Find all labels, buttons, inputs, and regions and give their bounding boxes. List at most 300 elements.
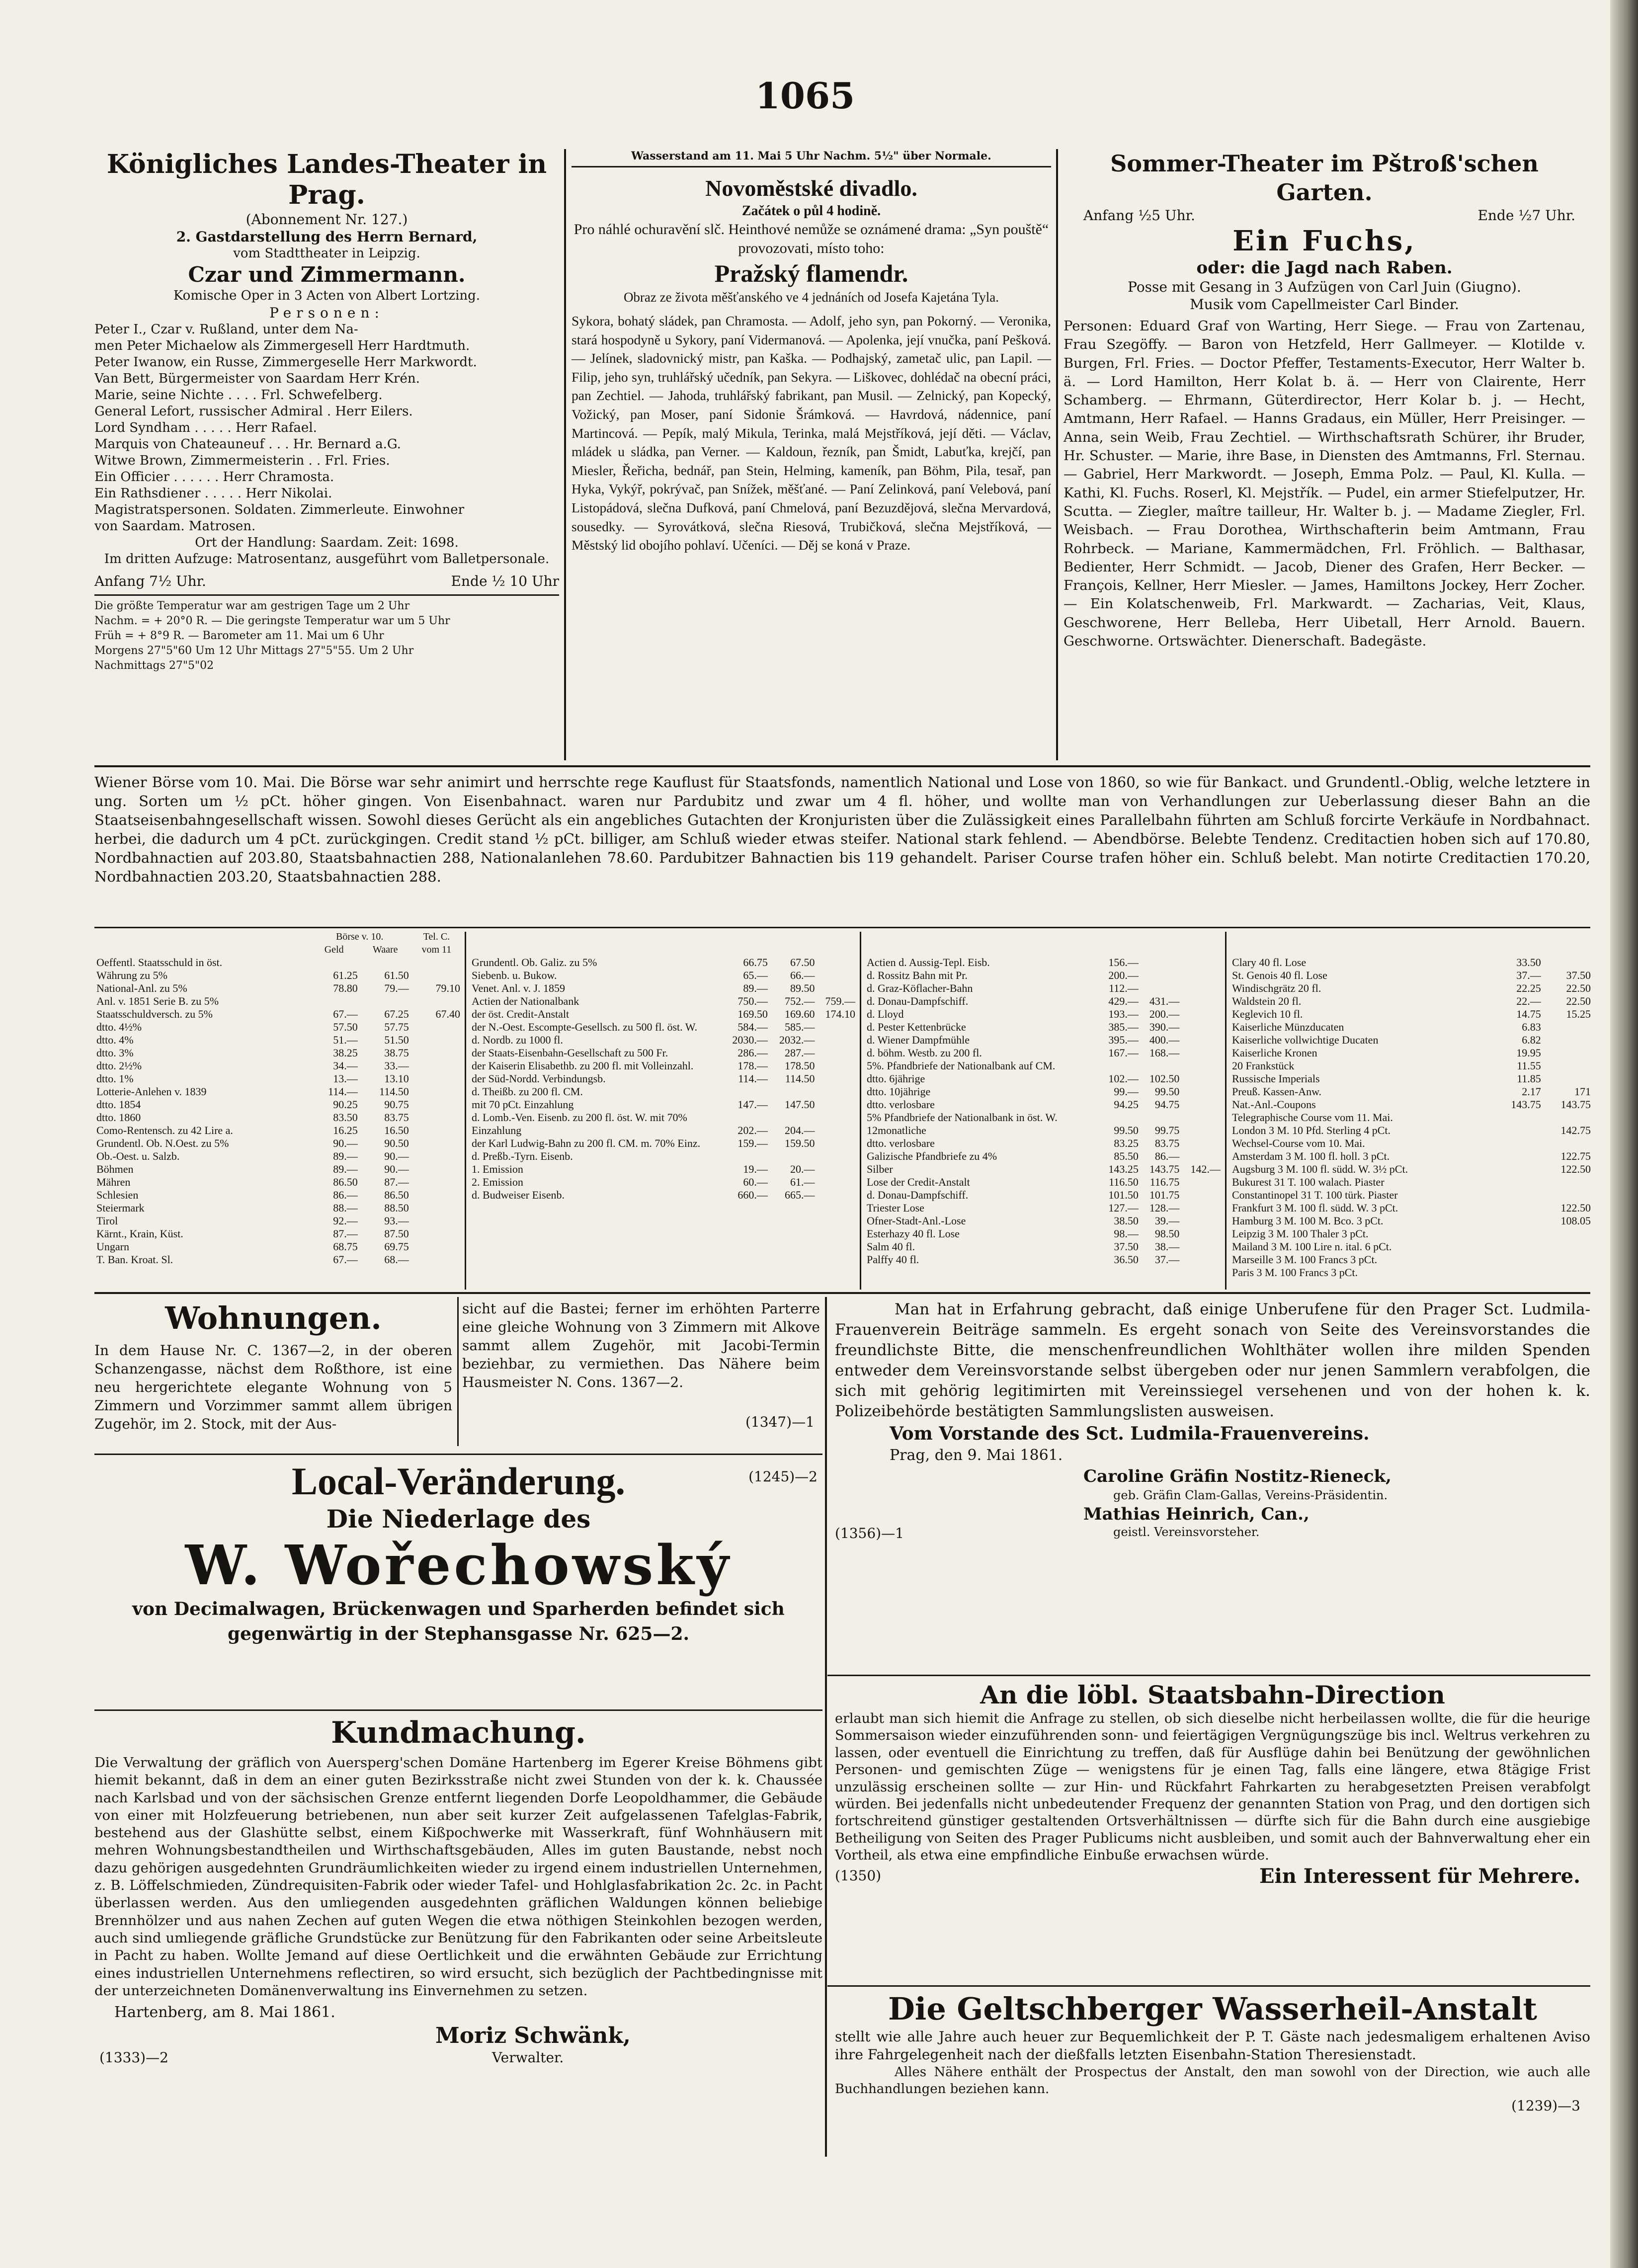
row-value: 67.50 (790, 956, 815, 969)
row-value: 98.50 (1154, 1227, 1180, 1240)
row-value: 15.25 (1566, 1008, 1591, 1020)
weather-line: Nachm. = + 20°0 R. — Die geringste Temperatur war um 5 Uhr (94, 615, 450, 627)
row-value (411, 1085, 462, 1098)
column-divider (564, 149, 566, 760)
row-value (1543, 1021, 1593, 1034)
section-divider (827, 1985, 1590, 1987)
staatsbahn-signer: Ein Interessent für Mehrere. (1259, 1864, 1580, 1888)
row-value: 83.75 (1154, 1137, 1180, 1149)
row-value: 169.50 (737, 1008, 768, 1020)
table-row (865, 1034, 1223, 1047)
play-subtitle: Obraz ze života měšťanského ve 4 jednáních od Josefa Kajetána Tyla. (623, 290, 999, 305)
row-value: 143.75 (1149, 1163, 1180, 1175)
row-value: 86.50 (333, 1176, 358, 1188)
geltschberg-ref: (1239)—3 (1511, 2098, 1580, 2114)
row-label: Ob.-Oest. u. Salzb. (96, 1150, 180, 1162)
row-value: 22.50 (1566, 995, 1591, 1007)
row-value: 90.75 (384, 1098, 409, 1111)
kundmachung-ad (94, 1714, 822, 2069)
row-value (723, 1085, 770, 1098)
row-value (411, 995, 462, 1008)
row-value: 750.— (737, 995, 768, 1007)
row-value (411, 1202, 462, 1215)
column-divider (825, 1297, 827, 2157)
end-time: Ende ½7 Uhr. (1477, 207, 1575, 224)
table-row (470, 1034, 857, 1047)
row-value: 69.75 (384, 1240, 409, 1253)
geltschberg-text-2: Alles Nähere enthält der Prospectus der Anstalt, den man sowohl von der Direction, wie auch alle Buchhandlungen beziehen kann. (835, 2065, 1590, 2097)
water-level: Wasserstand am 11. Mai 5 Uhr Nachm. 5½" über Normale. (631, 150, 991, 162)
row-value (1493, 1189, 1543, 1202)
row-value: 147.— (737, 1098, 768, 1111)
row-value: 122.50 (1560, 1163, 1591, 1175)
table-row (470, 1008, 857, 1021)
table-row (470, 1072, 857, 1085)
row-value (817, 1163, 857, 1176)
row-value (723, 1111, 770, 1124)
table-header: Börse v. 10. (336, 931, 384, 942)
cast-line: Van Bett, Bürgermeister von Saardam Herr Krén. (94, 371, 420, 386)
table-row (1230, 995, 1593, 1008)
signature-1: Caroline Gräfin Nostitz-Rieneck, (1083, 1466, 1392, 1486)
row-value (1181, 995, 1223, 1008)
row-value (360, 995, 411, 1008)
company-name: W. Wořechowský (185, 1533, 732, 1597)
table-row (865, 1072, 1223, 1085)
table-row (470, 1047, 857, 1059)
stock-table-2 (470, 930, 857, 1202)
row-value: 85.50 (1114, 1150, 1139, 1162)
row-label: Keglevich 10 fl. (1232, 1008, 1303, 1020)
row-label: Grundentl. Ob. N.Oest. zu 5% (96, 1137, 229, 1149)
table-row (94, 995, 462, 1008)
row-value: 156.— (1108, 956, 1139, 969)
row-label: Kaiserliche Münzducaten (1232, 1021, 1344, 1033)
row-value: 178.— (737, 1059, 768, 1072)
row-label: d. Wiener Dampfmühle (867, 1034, 970, 1046)
cast-line: General Lefort, russischer Admiral . Herr Eilers. (94, 404, 413, 419)
row-label: der öst. Credit-Anstalt (472, 1008, 570, 1020)
row-value (1543, 1189, 1593, 1202)
table-header: vom 11 (421, 944, 452, 955)
table-row (94, 1124, 462, 1137)
row-value (1543, 1111, 1593, 1124)
start-time: Anfang 7½ Uhr. (94, 573, 206, 589)
row-label: Como-Rentensch. zu 42 Lire a. (96, 1124, 233, 1136)
row-label: National-Anl. zu 5% (96, 982, 187, 994)
row-value: 51.— (333, 1034, 358, 1046)
row-label: London 3 M. 10 Pfd. Sterling 4 pCt. (1232, 1124, 1391, 1136)
row-label: Clary 40 fl. Lose (1232, 956, 1307, 969)
row-value (1181, 1098, 1223, 1111)
row-value: 94.25 (1114, 1098, 1139, 1111)
row-value: 38.50 (1114, 1215, 1139, 1227)
table-row (1230, 1227, 1593, 1240)
ludmila-date: Prag, den 9. Mai 1861. (890, 1447, 1063, 1464)
row-value: 114.50 (785, 1072, 815, 1085)
row-value (723, 1150, 770, 1163)
row-label: Lotterie-Anlehen v. 1839 (96, 1085, 207, 1098)
row-value: 67.40 (435, 1008, 460, 1020)
row-value: 37.— (1154, 1253, 1180, 1266)
stock-table-1 (94, 930, 462, 1266)
table-row (1230, 1021, 1593, 1034)
play-title: Pražský flamendr. (714, 259, 908, 287)
row-value: 92.— (333, 1215, 358, 1227)
music-credit: Musik vom Capellmeister Carl Binder. (1190, 296, 1459, 313)
row-value: 68.— (384, 1253, 409, 1266)
row-label: 1. Emission (472, 1163, 523, 1175)
row-value (1493, 1240, 1543, 1253)
column-divider (1225, 932, 1227, 1290)
row-value: 142.— (1190, 1163, 1221, 1175)
row-value: 13.— (333, 1072, 358, 1085)
signature-2: Mathias Heinrich, Can., (1083, 1504, 1310, 1524)
row-label: Constantinopel 31 T. 100 türk. Piaster (1232, 1189, 1398, 1201)
section-divider (94, 1709, 822, 1711)
row-value (1543, 1176, 1593, 1189)
table-row (1230, 1034, 1593, 1047)
table-row (94, 956, 462, 969)
row-value (1493, 1215, 1543, 1227)
start-end (1064, 207, 1585, 225)
row-label: d. Pester Kettenbrücke (867, 1021, 966, 1033)
row-value: 128.— (1149, 1202, 1180, 1214)
row-value (817, 1098, 857, 1111)
row-label: Telegraphische Course vom 11. Mai. (1232, 1111, 1393, 1124)
row-value: 143.75 (1511, 1098, 1541, 1111)
table-row (1230, 1111, 1593, 1124)
row-label: Staatsschuldversch. zu 5% (96, 1008, 213, 1020)
table-row (1230, 1098, 1593, 1111)
row-value (309, 995, 360, 1008)
table-row (94, 1034, 462, 1047)
row-value: 99.50 (1154, 1085, 1180, 1098)
row-value: 168.— (1149, 1047, 1180, 1059)
table-row (865, 969, 1223, 982)
wohnungen-text-1: In dem Hause Nr. C. 1367—2, in der oberen Schanzengasse, nächst dem Roßthore, ist eine neu hergerichtete elegante Wohnung von 5 Zimmern und Vorzimmer sammt allem übrigen Zugehör, im 2. Stock, mit der Aus- (94, 1342, 452, 1432)
page-number: 1065 (755, 75, 855, 117)
row-value (1181, 1034, 1223, 1047)
table-row (94, 1098, 462, 1111)
table-row (1230, 1163, 1593, 1176)
table-row (865, 1176, 1223, 1189)
row-label: Mähren (96, 1176, 131, 1188)
row-value: 143.25 (1108, 1163, 1139, 1175)
row-value (1181, 1189, 1223, 1202)
row-value (411, 1176, 462, 1189)
table-row (470, 969, 857, 982)
row-value: 61.— (790, 1176, 815, 1188)
table-row (94, 1240, 462, 1253)
row-value (1181, 1085, 1223, 1098)
row-value: 19.— (743, 1163, 768, 1175)
row-label: Amsterdam 3 M. 100 fl. holl. 3 pCt. (1232, 1150, 1390, 1162)
row-label: Lose der Credit-Anstalt (867, 1176, 970, 1188)
cast-text: Personen: Eduard Graf von Warting, Herr Siege. — Frau von Zartenau, Frau Szegöffy. — Baron von Hetzfeld, Herr Gallmeyer. — Klotilde v. Burgen, Frl. Fries. — Doctor Pfeffer, Testaments-Executor, Herr Walter b. ä. — Lord Hamilton, Herr Kolat b. ä. — Herr von Clairente, Herr Schamberg. — Ehrmann, Güterdirector, Herr Kolar b. j. — Hecht, Amtmann, Herr Rafael. — Hanns Gradaus, ein Müller, Herr Preisinger. — Anna, sein Weib, Frau Zechtiel. — Wirthschaftsrath Schürer, ihr Bruder, Hr. Schuster. — Marie, ihre Base, in Diensten des Amtmanns, Frl. Sternau. — Gabriel, Herr Markwordt. — Joseph, Emma Polz. — Paul, Kl. Kulla. — Kathi, Kl. Fuchs. Roserl, Kl. Mejstřík. — Pudel, ein armer Stiefelputzer, Hr. Scutta. — Ziegler, maître tailleur, Hr. Walter b. j. — Madame Ziegler, Frl. Weisbach. — Frau Dorothea, Wirthschafterin beim Amtmann, Frau Rohrbeck. — Mariane, Kammermädchen, Frl. Fröhlich. — Balthasar, Bedienter, Herr Schmidt. — Jacob, Diener des Grafen, Herr Becker. — François, Kellner, Herr Miesler. — James, Hamiltons Jockey, Herr Zocher. — Ein Kolatschenweib, Frl. Markwardt. — Zacharias, Veit, Klaus, Geschworene, Herr Belleba, Herr Uibetall, Herr Arnold. Bauern. Geschworne. Ortswächter. Dienerschaft. Badegäste. (1064, 318, 1585, 649)
row-value (770, 1150, 817, 1163)
row-label: Augsburg 3 M. 100 fl. südd. W. 3½ pCt. (1232, 1163, 1408, 1175)
table-row (865, 982, 1223, 995)
row-value: 67.— (333, 1253, 358, 1266)
row-label: Bukurest 31 T. 100 walach. Piaster (1232, 1176, 1385, 1188)
table-row (1230, 1150, 1593, 1163)
row-value (1493, 1124, 1543, 1137)
table-row (1230, 1266, 1593, 1279)
row-value (817, 1137, 857, 1150)
row-value (411, 1150, 462, 1163)
row-value: 13.10 (384, 1072, 409, 1085)
row-value (411, 1072, 462, 1085)
row-value: 116.75 (1149, 1176, 1180, 1188)
row-label: dtto. 2½% (96, 1059, 142, 1072)
local-line2: von Decimalwagen, Brückenwagen und Sparherden befindet sich gegenwärtig in der Stephansgasse Nr. 625—2. (132, 1599, 785, 1644)
table-row (1230, 1072, 1593, 1085)
row-value (1181, 1008, 1223, 1021)
table-row (470, 1176, 857, 1189)
wohnungen-ref: (1347)—1 (745, 1414, 815, 1430)
row-value (1181, 1059, 1223, 1072)
wohnungen-title: Wohnungen. (165, 1300, 382, 1336)
ludmila-ref: (1356)—1 (835, 1525, 904, 1541)
row-label: Ungarn (96, 1240, 129, 1253)
weather-line: Die größte Temperatur war am gestrigen Tage um 2 Uhr (94, 600, 410, 612)
table-row (470, 1124, 857, 1137)
row-label: Siebenb. u. Bukow. (472, 969, 557, 981)
row-value: 83.50 (333, 1111, 358, 1124)
row-value: 204.— (784, 1124, 815, 1136)
stock-table-3 (865, 930, 1223, 1266)
row-value: 390.— (1149, 1021, 1180, 1033)
table-row (865, 1047, 1223, 1059)
row-label: dtto. 3% (96, 1047, 134, 1059)
row-value: 93.— (384, 1215, 409, 1227)
table-header: Geld (324, 944, 344, 955)
play-genre: Komische Oper in 3 Acten von Albert Lortzing. (173, 288, 481, 303)
row-value (817, 1034, 857, 1047)
table-header (94, 930, 309, 943)
row-value: 102.— (1108, 1072, 1139, 1085)
row-value: 584.— (737, 1021, 768, 1033)
row-label: Actien d. Aussig-Tepl. Eisb. (867, 956, 990, 969)
row-value: 60.— (743, 1176, 768, 1188)
row-value (360, 956, 411, 969)
row-value (1493, 1150, 1543, 1163)
row-value: 66.— (790, 969, 815, 981)
table-row (94, 1227, 462, 1240)
row-value: 159.— (737, 1137, 768, 1149)
row-label: St. Genois 40 fl. Lose (1232, 969, 1327, 981)
row-value (1181, 1124, 1223, 1137)
row-value: 38.— (1154, 1240, 1180, 1253)
kundmachung-title: Kundmachung. (331, 1715, 586, 1750)
table-spacer (470, 930, 857, 956)
local-title: Local-Veränderung. (292, 1459, 625, 1503)
row-value: 88.50 (384, 1202, 409, 1214)
row-value: 202.— (737, 1124, 768, 1136)
weather-line: Morgens 27"5"60 Um 12 Uhr Mittags 27"5"55. Um 2 Uhr (94, 645, 414, 657)
row-label: mit 70 pCt. Einzahlung (472, 1098, 574, 1111)
row-value (1493, 1266, 1543, 1279)
row-label: Grundentl. Ob. Galiz. zu 5% (472, 956, 597, 969)
row-label: Galizische Pfandbriefe zu 4% (867, 1150, 997, 1162)
row-label: dtto. 1860 (96, 1111, 141, 1124)
row-value: 200.— (1108, 969, 1139, 981)
row-value (411, 1163, 462, 1176)
cast-line: Lord Syndham . . . . . Herr Rafael. (94, 420, 317, 435)
row-value: 87.— (384, 1176, 409, 1188)
left-theater-column (94, 149, 559, 673)
row-label: d. Donau-Dampfschiff. (867, 1189, 969, 1201)
table-row (1230, 1189, 1593, 1202)
row-label: d. Nordb. zu 1000 fl. (472, 1034, 563, 1046)
row-value: 200.— (1149, 1008, 1180, 1020)
table-row (865, 1111, 1223, 1124)
table-row (1230, 1124, 1593, 1137)
middle-theater-column (572, 149, 1051, 555)
staatsbahn-text: erlaubt man sich hiemit die Anfrage zu stellen, ob sich dieselbe nicht herbeilassen wollte, die für die heurige Sommersaison wieder einzuführenden sonn- und feiertägigen Vergnügungszüge bis incl. Weltrus verkehren zu lassen, oder eventuell die Einrichtung zu treffen, daß für Ausflüge dahin bei Benützung der gewöhnlichen Personen- und gemischten Züge — wenigstens für je einen Tag, falls eine längere, etwa 8tägige Frist unzulässig erscheinen sollte — zur Hin- und Rückfahrt Fahrkarten zu herabgesetzten Preisen verabfolgt würden. Bei jedenfalls nicht unbedeutender Frequenz der genannten Station von Prag, und den dortigen sich fortschreitend günstiger gestaltenden Ortsverhältnissen — dürfte sich für die Bahn durch eine ausgiebige Betheiligung von Seiten des Prager Publicums nicht ausbleiben, und somit auch der Bahnverwaltung eher ein Vortheil, als etwa eine empfindliche Einbuße erwachsen würde. (835, 1711, 1590, 1863)
row-label: Oeffentl. Staatsschuld in öst. (96, 956, 223, 969)
row-value (309, 956, 360, 969)
row-value: 429.— (1108, 995, 1139, 1007)
row-label: Preuß. Kassen-Anw. (1232, 1085, 1322, 1098)
row-value (817, 1111, 857, 1124)
row-label: Anl. v. 1851 Serie B. zu 5% (96, 995, 219, 1007)
row-value: 11.85 (1517, 1072, 1541, 1085)
row-value: 193.— (1108, 1008, 1139, 1020)
row-value: 660.— (737, 1189, 768, 1201)
row-value (1181, 1253, 1223, 1266)
table-row (1230, 1202, 1593, 1215)
row-value: 178.50 (784, 1059, 815, 1072)
row-value: 19.95 (1516, 1047, 1541, 1059)
row-value (411, 1034, 462, 1047)
cast-line: Witwe Brown, Zimmermeisterin . . Frl. Fries. (94, 453, 390, 468)
column-divider (465, 932, 466, 1290)
row-value: 61.25 (333, 969, 358, 981)
row-label: der Karl Ludwig-Bahn zu 200 fl. CM. m. 70% Einz. (472, 1137, 701, 1149)
row-value (817, 1150, 857, 1163)
local-ref: (1245)—2 (748, 1468, 818, 1485)
row-value (817, 1124, 857, 1137)
row-value: 33.— (384, 1059, 409, 1072)
table-row (470, 1059, 857, 1072)
row-value: 2.17 (1522, 1085, 1541, 1098)
table-row (1230, 982, 1593, 995)
row-value (1543, 1253, 1593, 1266)
table-row (94, 982, 462, 995)
row-value (1181, 1047, 1223, 1059)
row-label: der N.-Oest. Escompte-Gesellsch. zu 500 fl. öst. W. (472, 1021, 697, 1033)
row-value (411, 1240, 462, 1253)
row-label: Silber (867, 1163, 893, 1175)
row-value (1181, 1021, 1223, 1034)
row-label: der Kaiserin Elisabethb. zu 200 fl. mit Volleinzahl. (472, 1059, 694, 1072)
theater-title: Königliches Landes-Theater in Prag. (106, 149, 547, 210)
wohnungen-text-2: sicht auf die Bastei; ferner im erhöhten Parterre eine gleiche Wohnung von 3 Zimmern mit Alkove sammt allem Zugehör, mit Jacobi-Termin beziehbar, zu vermiethen. Das Nähere beim Hausmeister N. Cons. 1367—2. (462, 1300, 820, 1390)
row-label: d. Preßb.-Tyrn. Eisenb. (472, 1150, 573, 1162)
row-value: 585.— (784, 1021, 815, 1033)
table-row (94, 1021, 462, 1034)
row-value (817, 1059, 857, 1072)
table-row (94, 969, 462, 982)
row-value (411, 1189, 462, 1202)
row-label: Hamburg 3 M. 100 M. Bco. 3 pCt. (1232, 1215, 1384, 1227)
row-value: 22.50 (1566, 982, 1591, 994)
row-value: 98.— (1114, 1227, 1139, 1240)
staatsbahn-notice (835, 1680, 1590, 1888)
table-row (1230, 1240, 1593, 1253)
row-value: 90.— (333, 1137, 358, 1149)
row-value (1141, 1059, 1182, 1072)
row-label: d. Donau-Dampfschiff. (867, 995, 969, 1007)
row-value (817, 969, 857, 982)
row-value (1543, 1072, 1593, 1085)
table-row (1230, 1253, 1593, 1266)
row-value: 395.— (1108, 1034, 1139, 1046)
row-label: 20 Frankstück (1232, 1059, 1295, 1072)
row-label: Venet. Anl. v. J. 1859 (472, 982, 566, 994)
table-row (470, 1189, 857, 1202)
table-row (1230, 956, 1593, 969)
kundmachung-text: Die Verwaltung der gräflich von Auersperg'schen Domäne Hartenberg im Egerer Kreise Böhmens gibt hiemit bekannt, daß in dem an einer guten Bezirksstraße nicht zwei Stunden von der k. k. Chaussée nach Karlsbad und von der sächsischen Grenze entfernt liegenden Dorfe Leopoldhammer, die Gebäude von einer mit Holzfeuerung betriebenen, nun aber seit kurzer Zeit aufgelassenen Tafelglas-Fabrik, bestehend aus der Glashütte selbst, einem Kißpochwerke mit Wasserkraft, fünf Wohnhäusern mit mehren Wohnungsbestandtheilen und Wirthschaftsgebäuden, Alles im guten Baustande, nebst noch dazu gehörigen ausgedehnten Grundräumlichkeiten wieder zu irgend einem industriellen Unternehmen, z. B. Löffelschmieden, Zündrequisiten-Fabrik oder wieder Tafel- und Hohlglasfabrikation 2c. 2c. in Pacht überlassen werden. Aus den umliegenden ausgedehnten gräflichen Waldungen können beliebige Brennhölzer und aus nahen Zechen auf guten Wegen die etwa nöthigen Steinkohlen bezogen werden, auch sind umliegende gräfliche Grundstücke zur Benützung für den Fabrikanten oder seine Arbeitsleute in Pacht zu haben. Wollte Jemand auf diese Oertlichkeit und die erwähnten Gebäude zur Errichtung eines industriellen Unternehmens reflectiren, so wird ersucht, sich bezüglich der Pachtbedingnisse mit der unterzeichneten Domänenverwaltung ins Einvernehmen zu setzen. (94, 1755, 822, 1999)
table-row (470, 1098, 857, 1111)
row-value: 400.— (1149, 1034, 1180, 1046)
row-value: 665.— (784, 1189, 815, 1201)
row-value (1493, 1227, 1543, 1240)
row-label: dtto. 10jährige (867, 1085, 931, 1098)
table-row (865, 1240, 1223, 1253)
table-row (94, 1059, 462, 1072)
row-value: 86.— (333, 1189, 358, 1201)
row-value: 143.75 (1560, 1098, 1591, 1111)
row-label: der Süd-Nordd. Verbindungsb. (472, 1072, 606, 1085)
row-value: 102.50 (1149, 1072, 1180, 1085)
row-value: 37.50 (1114, 1240, 1139, 1253)
row-value: 57.75 (384, 1021, 409, 1033)
row-value (1493, 1137, 1543, 1150)
row-value: 38.25 (333, 1047, 358, 1059)
row-value: 67.— (333, 1008, 358, 1020)
table-header: Waare (372, 944, 398, 955)
row-value: 83.25 (1114, 1137, 1139, 1149)
row-value (1181, 969, 1223, 982)
row-value: 122.75 (1560, 1150, 1591, 1162)
row-value: 6.83 (1522, 1021, 1541, 1033)
table-header: Tel. C. (423, 931, 450, 942)
row-label: Waldstein 20 fl. (1232, 995, 1302, 1007)
row-value (817, 1189, 857, 1202)
row-label: Palffy 40 fl. (867, 1253, 919, 1266)
row-value: 112.— (1109, 982, 1139, 994)
table-row (94, 1215, 462, 1227)
row-value: 94.75 (1154, 1098, 1180, 1111)
ludmila-from: Vom Vorstande des Sct. Ludmila-Frauenvereins. (890, 1423, 1370, 1444)
row-value (411, 1253, 462, 1266)
row-label: d. Budweiser Eisenb. (472, 1189, 565, 1201)
row-value: 159.50 (784, 1137, 815, 1149)
table-row (94, 1008, 462, 1021)
row-label: Esterhazy 40 fl. Lose (867, 1227, 960, 1240)
row-value: 752.— (784, 995, 815, 1007)
section-divider (94, 1454, 822, 1455)
row-value: 287.— (784, 1047, 815, 1059)
signature-1-title: geb. Gräfin Clam-Gallas, Vereins-Präsidentin. (1113, 1488, 1388, 1502)
row-label: Kärnt., Krain, Küst. (96, 1227, 183, 1240)
row-label: d. böhm. Westb. zu 200 fl. (867, 1047, 982, 1059)
geltschberg-title: Die Geltschberger Wasserheil-Anstalt (888, 1991, 1537, 2027)
row-value: 90.— (384, 1163, 409, 1175)
